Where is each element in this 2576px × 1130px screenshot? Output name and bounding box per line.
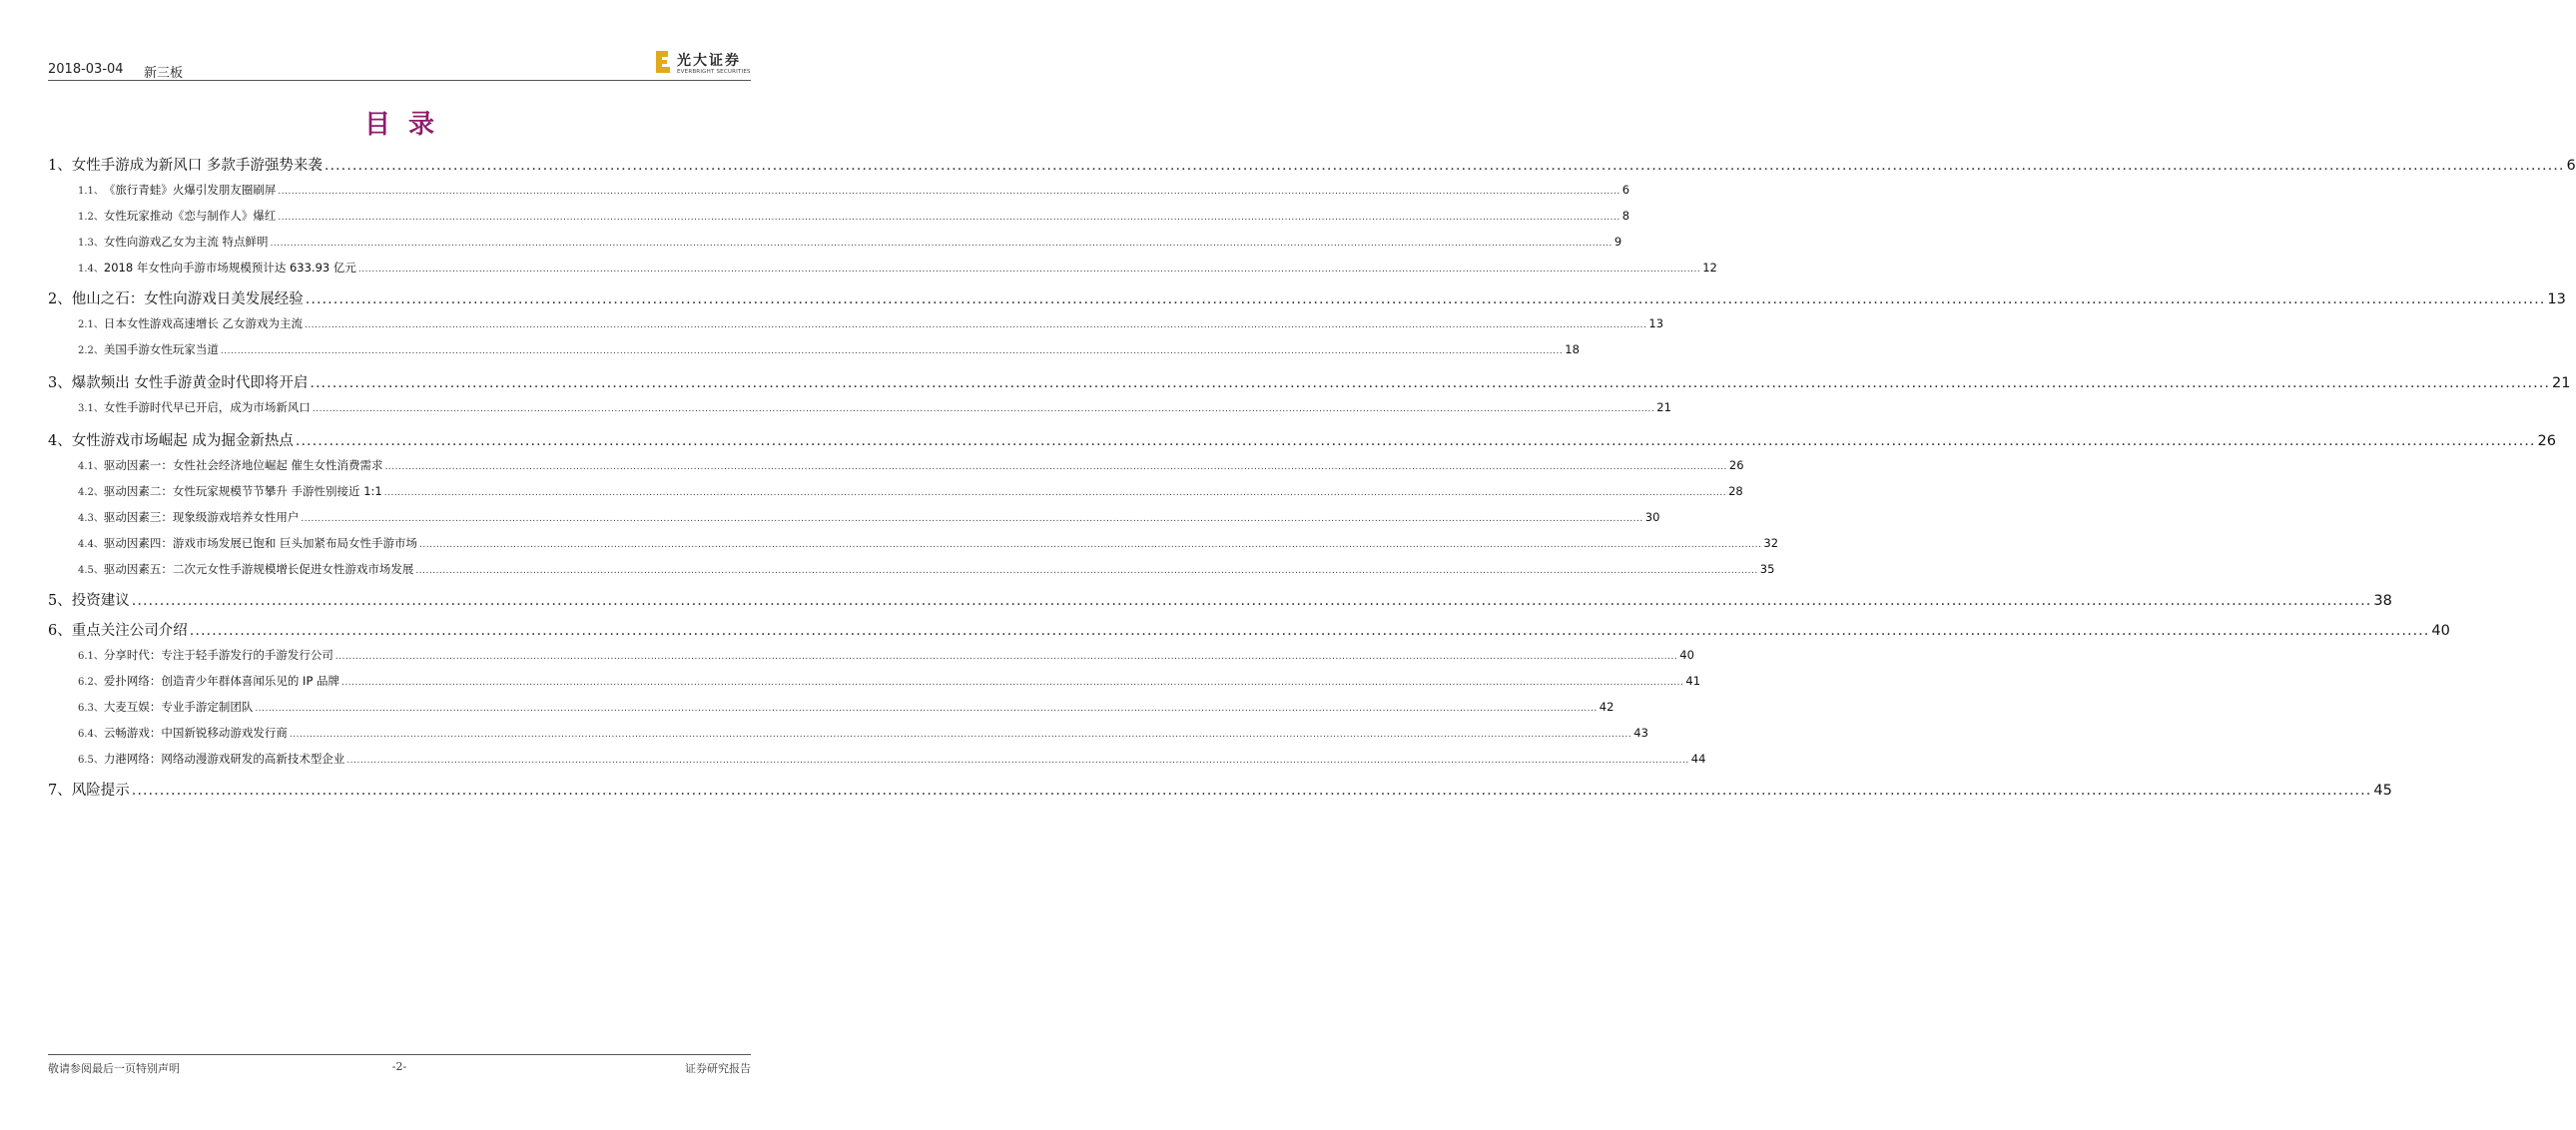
toc-label: 风险提示 [71,783,130,799]
toc-page-number: 26 [2537,433,2556,449]
company-logo [653,48,751,80]
toc-page-number: 12 [1702,261,1717,275]
toc-page-number: 18 [1565,342,1580,356]
toc-section[interactable] [48,589,2392,610]
toc-label: 投资建议 [71,593,130,609]
toc-label: 《旅行青蛙》火爆引发朋友圈刷屏 [103,183,277,197]
toc-page-number: 28 [1728,484,1743,498]
toc-number: 2.1、 [78,319,104,330]
toc-label: 重点关注公司介绍 [71,623,188,639]
toc-page-number: 6 [2566,158,2576,174]
toc-page-number: 26 [1728,458,1744,472]
toc-number: 3.1、 [78,403,104,414]
report-date: 2018-03-04 [48,62,124,77]
toc-page-number: 41 [1685,674,1701,688]
toc-number: 6.1、 [78,651,104,662]
report-category: 新三板 [144,66,184,81]
toc-number: 4.2、 [78,487,104,498]
toc-label: 爱扑网络：创造青少年群体喜闻乐见的 IP 品牌 [103,674,340,688]
everbright-logo-icon [653,50,673,74]
toc-subsection[interactable] [48,399,1671,415]
toc-number: 6.4、 [78,729,104,740]
toc-page-number: 21 [2552,375,2571,391]
toc-page-number: 45 [2373,783,2392,799]
toc-subsection[interactable] [48,751,1706,767]
toc-leader-dots: ................................................................................................................................................................................................................................................................................................................................................................................................................ [334,652,1678,662]
toc-leader-dots: ................................................................................................................................................................................................................................................................................................................................................................................................................ [295,433,2536,449]
toc-leader-dots: ................................................................................................................................................................................................................................................................................................................................................................................................................ [301,514,1643,524]
toc-section[interactable] [48,779,2392,800]
toc-subsection[interactable] [48,561,1775,577]
toc-label: 2018 年女性向手游市场规模预计达 633.93 亿元 [103,261,356,275]
toc-leader-dots: ................................................................................................................................................................................................................................................................................................................................................................................................................ [278,187,1620,197]
toc-leader-dots: ................................................................................................................................................................................................................................................................................................................................................................................................................ [220,346,1564,356]
toc-number: 1.3、 [78,238,104,249]
toc-subsection[interactable] [48,234,1622,250]
page-number: -2- [391,1060,407,1073]
toc-section[interactable] [48,287,2566,308]
toc-label: 大麦互娱：专业手游定制团队 [103,700,254,714]
toc-number: 6.2、 [78,677,104,688]
toc-leader-dots: ................................................................................................................................................................................................................................................................................................................................................................................................................ [255,704,1598,714]
toc-label: 力港网络：网络动漫游戏研发的高新技术型企业 [103,752,345,766]
toc-label: 驱动因素二：女性玩家规模节节攀升 手游性别接近 1:1 [103,484,382,498]
toc-page-number: 38 [2373,593,2392,609]
toc-page-number: 13 [1648,316,1664,330]
toc-subsection[interactable] [48,483,1743,499]
toc-leader-dots: ................................................................................................................................................................................................................................................................................................................................................................................................................ [310,375,2550,391]
toc-subsection[interactable] [48,509,1660,525]
toc-leader-dots: ................................................................................................................................................................................................................................................................................................................................................................................................................ [270,239,1612,249]
header-divider [48,80,751,81]
toc-subsection[interactable] [48,647,1694,663]
toc-number: 1.2、 [78,212,104,223]
toc-subsection[interactable] [48,182,1630,198]
toc-leader-dots: ................................................................................................................................................................................................................................................................................................................................................................................................................ [131,783,2372,799]
toc-subsection[interactable] [48,208,1630,224]
toc-label: 女性玩家推动《恋与制作人》爆红 [103,209,277,223]
page-footer [48,1054,751,1074]
toc-subsection[interactable] [48,457,1744,473]
toc-number: 3、 [48,375,72,391]
logo-name-en: EVERBRIGHT SECURITIES [677,69,751,75]
toc-label: 女性手游成为新风口 多款手游强势来袭 [71,158,322,174]
toc-subsection[interactable] [48,341,1580,357]
toc-number: 6.5、 [78,755,104,766]
toc-subsection[interactable] [48,315,1664,331]
toc-page-number: 30 [1644,510,1660,524]
toc-number: 5、 [48,593,72,609]
toc-subsection[interactable] [48,725,1648,741]
toc-number: 7、 [48,783,72,799]
footer-report-type: 证券研究报告 [685,1062,751,1075]
toc-section[interactable] [48,154,2576,175]
toc-leader-dots: ................................................................................................................................................................................................................................................................................................................................................................................................................ [131,593,2372,609]
toc-page-number: 32 [1763,536,1779,550]
footer-divider [48,1054,751,1055]
toc-page-number: 40 [1679,648,1694,662]
toc-number: 4、 [48,433,72,449]
toc-page-number: 21 [1656,400,1671,414]
toc-page-number: 35 [1759,562,1775,576]
toc-number: 6、 [48,623,72,639]
toc-section[interactable] [48,429,2556,450]
toc-leader-dots: ................................................................................................................................................................................................................................................................................................................................................................................................................ [419,540,1762,550]
toc-leader-dots: ................................................................................................................................................................................................................................................................................................................................................................................................................ [189,623,2430,639]
toc-number: 1.1、 [78,186,104,197]
toc-number: 4.3、 [78,513,104,524]
toc-page-number: 40 [2431,623,2450,639]
toc-page-number: 44 [1690,752,1706,766]
toc-leader-dots: ................................................................................................................................................................................................................................................................................................................................................................................................................ [383,488,1727,498]
toc-page-number: 42 [1599,700,1614,714]
toc-number: 4.5、 [78,565,104,576]
toc-label: 他山之石：女性向游戏日美发展经验 [71,291,304,307]
toc-number: 1.4、 [78,264,104,275]
toc-leader-dots: ................................................................................................................................................................................................................................................................................................................................................................................................................ [289,730,1632,740]
toc-label: 驱动因素五：二次元女性手游规模增长促进女性游戏市场发展 [103,562,414,576]
toc-label: 驱动因素一：女性社会经济地位崛起 催生女性消费需求 [103,458,383,472]
toc-label: 女性手游时代早已开启，成为市场新风口 [103,400,311,414]
toc-leader-dots: ................................................................................................................................................................................................................................................................................................................................................................................................................ [341,678,1684,688]
toc-label: 美国手游女性玩家当道 [103,342,219,356]
toc-section[interactable] [48,619,2450,640]
toc-label: 爆款频出 女性手游黄金时代即将开启 [71,375,309,391]
toc-number: 6.3、 [78,703,104,714]
toc-page-number: 8 [1621,209,1630,223]
toc-leader-dots: ................................................................................................................................................................................................................................................................................................................................................................................................................ [415,566,1758,576]
toc-label: 驱动因素四：游戏市场发展已饱和 巨头加紧布局女性手游市场 [103,536,418,550]
footer-disclaimer: 敬请参阅最后一页特别声明 [48,1062,180,1075]
toc-leader-dots: ................................................................................................................................................................................................................................................................................................................................................................................................................ [357,265,1701,275]
toc-leader-dots: ................................................................................................................................................................................................................................................................................................................................................................................................................ [312,404,1655,414]
toc-subsection[interactable] [48,535,1779,551]
page-header [48,56,751,82]
toc-number: 2、 [48,291,72,307]
toc-label: 驱动因素三：现象级游戏培养女性用户 [103,510,300,524]
toc-page-number: 13 [2547,291,2566,307]
toc-leader-dots: ................................................................................................................................................................................................................................................................................................................................................................................................................ [384,462,1727,472]
toc-section[interactable] [48,371,2571,392]
toc-page-number: 9 [1613,235,1622,249]
toc-number: 4.1、 [78,461,104,472]
logo-name-cn: 光大证券 [677,53,741,69]
toc-number: 1、 [48,158,72,174]
toc-leader-dots: ................................................................................................................................................................................................................................................................................................................................................................................................................ [346,756,1689,766]
page-title: 目录 [363,110,452,140]
toc-label: 分享时代：专注于轻手游发行的手游发行公司 [103,648,333,662]
toc-number: 4.4、 [78,539,104,550]
toc-page-number: 6 [1621,183,1630,197]
toc-leader-dots: ................................................................................................................................................................................................................................................................................................................................................................................................................ [305,291,2546,307]
toc-subsection[interactable] [48,673,1701,689]
toc-label: 云畅游戏：中国新锐移动游戏发行商 [103,726,288,740]
toc-page-number: 43 [1633,726,1648,740]
toc-leader-dots: ................................................................................................................................................................................................................................................................................................................................................................................................................ [305,320,1647,330]
toc-label: 女性向游戏乙女为主流 特点鲜明 [103,235,269,249]
toc-label: 日本女性游戏高速增长 乙女游戏为主流 [103,316,304,330]
toc-subsection[interactable] [48,699,1614,715]
toc-label: 女性游戏市场崛起 成为掘金新热点 [71,433,294,449]
toc-number: 2.2、 [78,345,104,356]
toc-leader-dots: ................................................................................................................................................................................................................................................................................................................................................................................................................ [323,158,2565,174]
toc-leader-dots: ................................................................................................................................................................................................................................................................................................................................................................................................................ [278,213,1620,223]
toc-subsection[interactable] [48,260,1717,276]
